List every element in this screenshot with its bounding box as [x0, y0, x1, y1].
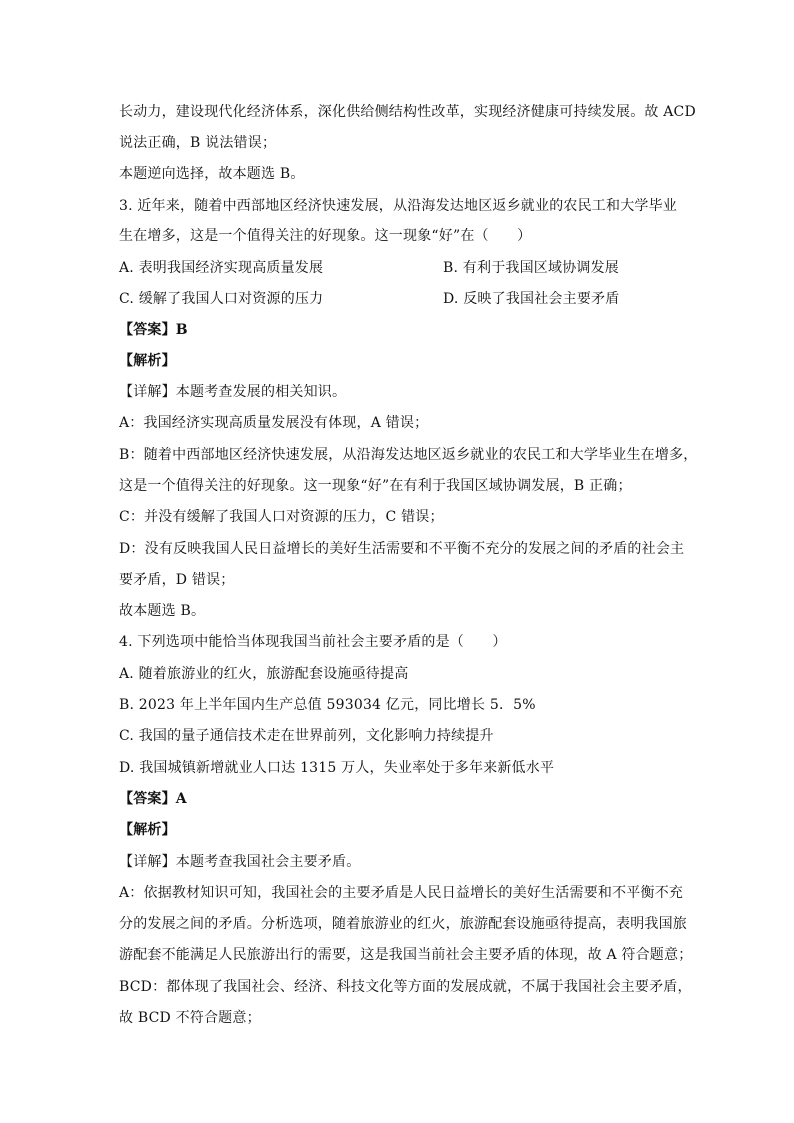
question-3-option-c: C. 缓解了我国人口对资源的压力 [119, 291, 324, 307]
question-4-explain-a-line-1: A：依据教材知识可知，我国社会的主要矛盾是人民日益增长的美好生活需要和不平衡不充 [119, 885, 684, 901]
question-4-explain-a-line-3: 游配套不能满足人民旅游出行的需要，这是我国当前社会主要矛盾的体现，故 A 符合题意； [119, 947, 693, 963]
question-4-analysis-heading: 【解析】 [119, 822, 176, 838]
text-line: 说法正确，B 说法错误； [119, 135, 277, 151]
question-4-stem: 4. 下列选项中能恰当体现我国当前社会主要矛盾的是（ ） [119, 634, 507, 650]
question-4-explain-bcd-line-1: BCD：都体现了我国社会、经济、科技文化等方面的发展成就，不属于我国社会主要矛盾， [119, 979, 692, 995]
question-4-explain-bcd-line-2: 故 BCD 不符合题意； [119, 1010, 261, 1026]
question-3-analysis-heading: 【解析】 [119, 353, 176, 369]
question-3-explain-b-line-2: 这是一个值得关注的好现象。这一现象“好”在有利于我国区域协调发展，B 正确； [119, 478, 632, 494]
question-4-explain-a-line-2: 分的发展之间的矛盾。分析选项，随着旅游业的红火，旅游配套设施亟待提高，表明我国旅 [119, 916, 687, 932]
question-3-option-a: A. 表明我国经济实现高质量发展 [119, 260, 324, 276]
question-3-option-d: D. 反映了我国社会主要矛盾 [443, 291, 620, 307]
question-3-stem-line-1: 3. 近年来，随着中西部地区经济快速发展，从沿海发达地区返乡就业的农民工和大学毕业 [119, 198, 678, 214]
question-4-option-d: D. 我国城镇新增就业人口达 1315 万人，失业率处于多年来新低水平 [119, 760, 555, 776]
question-3-stem-line-2: 生在增多，这是一个值得关注的好现象。这一现象“好”在（ ） [119, 228, 532, 244]
question-4-option-c: C. 我国的量子通信技术走在世界前列，文化影响力持续提升 [119, 728, 494, 744]
question-3-explain-c: C：并没有缓解了我国人口对资源的压力，C 错误； [119, 509, 444, 525]
question-3-detail-heading: 【详解】本题考查发展的相关知识。 [119, 384, 347, 400]
text-line: 本题逆向选择，故本题选 B。 [119, 166, 305, 182]
question-4-answer: 【答案】A [119, 791, 187, 807]
question-4-option-a: A. 随着旅游业的红火，旅游配套设施亟待提高 [119, 666, 409, 682]
question-3-explain-d-line-1: D：没有反映我国人民日益增长的美好生活需要和不平衡不充分的发展之间的矛盾的社会主 [119, 541, 685, 557]
question-3-explain-d-line-2: 要矛盾，D 错误； [119, 572, 235, 588]
question-3-explain-a: A：我国经济实现高质量发展没有体现，A 错误； [119, 415, 429, 431]
question-4-option-b: B. 2023 年上半年国内生产总值 593034 亿元，同比增长 5．5% [119, 697, 536, 713]
question-4-detail-heading: 【详解】本题考查我国社会主要矛盾。 [119, 854, 361, 870]
question-3-answer: 【答案】B [119, 322, 188, 338]
question-3-explain-b-line-1: B：随着中西部地区经济快速发展，从沿海发达地区返乡就业的农民工和大学毕业生在增多， [119, 447, 698, 463]
question-3-option-b: B. 有利于我国区域协调发展 [443, 260, 619, 276]
text-line: 长动力，建设现代化经济体系，深化供给侧结构性改革，实现经济健康可持续发展。故 ACD [119, 104, 696, 120]
question-3-conclusion: 故本题选 B。 [119, 603, 206, 619]
